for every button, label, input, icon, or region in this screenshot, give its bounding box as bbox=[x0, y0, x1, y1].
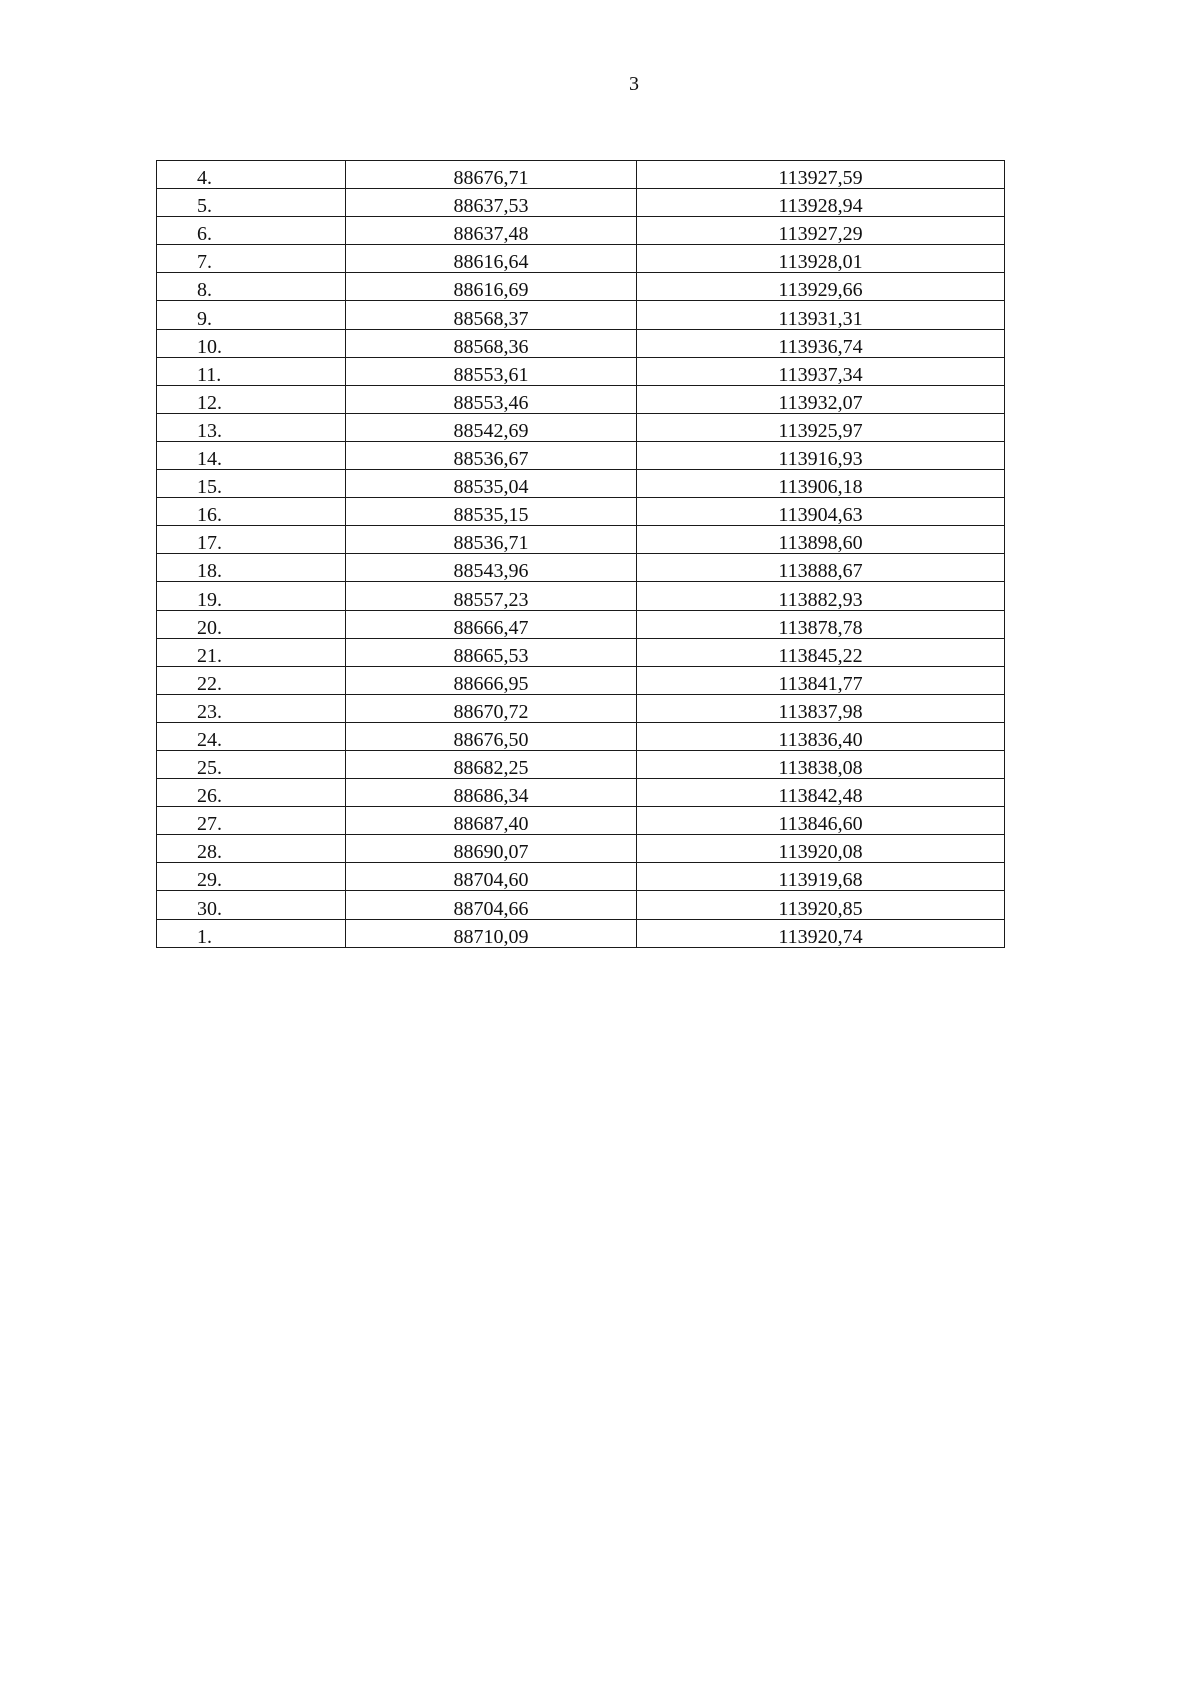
x-coordinate-cell: 88536,67 bbox=[346, 441, 637, 469]
table-row bbox=[157, 273, 1005, 301]
point-number-cell: 26. bbox=[157, 779, 346, 807]
point-number-cell: 5. bbox=[157, 189, 346, 217]
x-coordinate-cell: 88665,53 bbox=[346, 638, 637, 666]
table-row bbox=[157, 750, 1005, 778]
y-coordinate-cell: 113916,93 bbox=[637, 441, 1005, 469]
point-number-cell: 27. bbox=[157, 807, 346, 835]
x-coordinate-cell: 88666,95 bbox=[346, 666, 637, 694]
point-number-cell: 11. bbox=[157, 357, 346, 385]
point-number-cell: 1. bbox=[157, 919, 346, 947]
x-coordinate-cell: 88616,64 bbox=[346, 245, 637, 273]
y-coordinate-cell: 113846,60 bbox=[637, 807, 1005, 835]
point-number-cell: 30. bbox=[157, 891, 346, 919]
point-number-cell: 12. bbox=[157, 385, 346, 413]
table-row bbox=[157, 189, 1005, 217]
y-coordinate-cell: 113882,93 bbox=[637, 582, 1005, 610]
point-number-cell: 29. bbox=[157, 863, 346, 891]
table-row bbox=[157, 807, 1005, 835]
coordinates-table bbox=[156, 160, 1005, 948]
y-coordinate-cell: 113931,31 bbox=[637, 301, 1005, 329]
y-coordinate-cell: 113936,74 bbox=[637, 329, 1005, 357]
point-number-cell: 16. bbox=[157, 498, 346, 526]
x-coordinate-cell: 88568,37 bbox=[346, 301, 637, 329]
x-coordinate-cell: 88690,07 bbox=[346, 835, 637, 863]
y-coordinate-cell: 113920,85 bbox=[637, 891, 1005, 919]
point-number-cell: 23. bbox=[157, 694, 346, 722]
table-row bbox=[157, 498, 1005, 526]
y-coordinate-cell: 113838,08 bbox=[637, 750, 1005, 778]
point-number-cell: 9. bbox=[157, 301, 346, 329]
y-coordinate-cell: 113878,78 bbox=[637, 610, 1005, 638]
y-coordinate-cell: 113898,60 bbox=[637, 526, 1005, 554]
y-coordinate-cell: 113888,67 bbox=[637, 554, 1005, 582]
x-coordinate-cell: 88637,53 bbox=[346, 189, 637, 217]
table-row bbox=[157, 835, 1005, 863]
point-number-cell: 24. bbox=[157, 722, 346, 750]
table-row bbox=[157, 891, 1005, 919]
table-row bbox=[157, 385, 1005, 413]
x-coordinate-cell: 88676,71 bbox=[346, 161, 637, 189]
table-row bbox=[157, 413, 1005, 441]
point-number-cell: 21. bbox=[157, 638, 346, 666]
table-row bbox=[157, 329, 1005, 357]
table-row bbox=[157, 301, 1005, 329]
y-coordinate-cell: 113904,63 bbox=[637, 498, 1005, 526]
table-row bbox=[157, 919, 1005, 947]
table-row bbox=[157, 638, 1005, 666]
x-coordinate-cell: 88676,50 bbox=[346, 722, 637, 750]
point-number-cell: 17. bbox=[157, 526, 346, 554]
table-row bbox=[157, 161, 1005, 189]
point-number-cell: 6. bbox=[157, 217, 346, 245]
point-number-cell: 15. bbox=[157, 470, 346, 498]
x-coordinate-cell: 88616,69 bbox=[346, 273, 637, 301]
table-row bbox=[157, 610, 1005, 638]
y-coordinate-cell: 113927,59 bbox=[637, 161, 1005, 189]
x-coordinate-cell: 88536,71 bbox=[346, 526, 637, 554]
point-number-cell: 7. bbox=[157, 245, 346, 273]
y-coordinate-cell: 113919,68 bbox=[637, 863, 1005, 891]
x-coordinate-cell: 88553,61 bbox=[346, 357, 637, 385]
table-row bbox=[157, 554, 1005, 582]
y-coordinate-cell: 113920,74 bbox=[637, 919, 1005, 947]
x-coordinate-cell: 88535,15 bbox=[346, 498, 637, 526]
y-coordinate-cell: 113925,97 bbox=[637, 413, 1005, 441]
point-number-cell: 14. bbox=[157, 441, 346, 469]
y-coordinate-cell: 113845,22 bbox=[637, 638, 1005, 666]
page-number: 3 bbox=[629, 73, 639, 95]
point-number-cell: 19. bbox=[157, 582, 346, 610]
table-row bbox=[157, 441, 1005, 469]
table-row bbox=[157, 217, 1005, 245]
point-number-cell: 10. bbox=[157, 329, 346, 357]
x-coordinate-cell: 88704,60 bbox=[346, 863, 637, 891]
y-coordinate-cell: 113932,07 bbox=[637, 385, 1005, 413]
y-coordinate-cell: 113837,98 bbox=[637, 694, 1005, 722]
point-number-cell: 4. bbox=[157, 161, 346, 189]
table-row bbox=[157, 694, 1005, 722]
y-coordinate-cell: 113841,77 bbox=[637, 666, 1005, 694]
y-coordinate-cell: 113928,94 bbox=[637, 189, 1005, 217]
table-row bbox=[157, 582, 1005, 610]
x-coordinate-cell: 88682,25 bbox=[346, 750, 637, 778]
x-coordinate-cell: 88687,40 bbox=[346, 807, 637, 835]
point-number-cell: 13. bbox=[157, 413, 346, 441]
x-coordinate-cell: 88704,66 bbox=[346, 891, 637, 919]
table-row bbox=[157, 666, 1005, 694]
table-row bbox=[157, 863, 1005, 891]
x-coordinate-cell: 88686,34 bbox=[346, 779, 637, 807]
y-coordinate-cell: 113929,66 bbox=[637, 273, 1005, 301]
y-coordinate-cell: 113928,01 bbox=[637, 245, 1005, 273]
x-coordinate-cell: 88670,72 bbox=[346, 694, 637, 722]
x-coordinate-cell: 88710,09 bbox=[346, 919, 637, 947]
table-row bbox=[157, 245, 1005, 273]
x-coordinate-cell: 88666,47 bbox=[346, 610, 637, 638]
x-coordinate-cell: 88542,69 bbox=[346, 413, 637, 441]
point-number-cell: 28. bbox=[157, 835, 346, 863]
x-coordinate-cell: 88553,46 bbox=[346, 385, 637, 413]
point-number-cell: 22. bbox=[157, 666, 346, 694]
x-coordinate-cell: 88568,36 bbox=[346, 329, 637, 357]
y-coordinate-cell: 113927,29 bbox=[637, 217, 1005, 245]
table-row bbox=[157, 470, 1005, 498]
y-coordinate-cell: 113836,40 bbox=[637, 722, 1005, 750]
point-number-cell: 20. bbox=[157, 610, 346, 638]
point-number-cell: 18. bbox=[157, 554, 346, 582]
y-coordinate-cell: 113906,18 bbox=[637, 470, 1005, 498]
table-row bbox=[157, 526, 1005, 554]
x-coordinate-cell: 88543,96 bbox=[346, 554, 637, 582]
x-coordinate-cell: 88535,04 bbox=[346, 470, 637, 498]
table-row bbox=[157, 722, 1005, 750]
point-number-cell: 8. bbox=[157, 273, 346, 301]
x-coordinate-cell: 88557,23 bbox=[346, 582, 637, 610]
y-coordinate-cell: 113842,48 bbox=[637, 779, 1005, 807]
y-coordinate-cell: 113920,08 bbox=[637, 835, 1005, 863]
y-coordinate-cell: 113937,34 bbox=[637, 357, 1005, 385]
point-number-cell: 25. bbox=[157, 750, 346, 778]
x-coordinate-cell: 88637,48 bbox=[346, 217, 637, 245]
table-row bbox=[157, 779, 1005, 807]
table-row bbox=[157, 357, 1005, 385]
coordinates-table-body bbox=[157, 161, 1005, 948]
